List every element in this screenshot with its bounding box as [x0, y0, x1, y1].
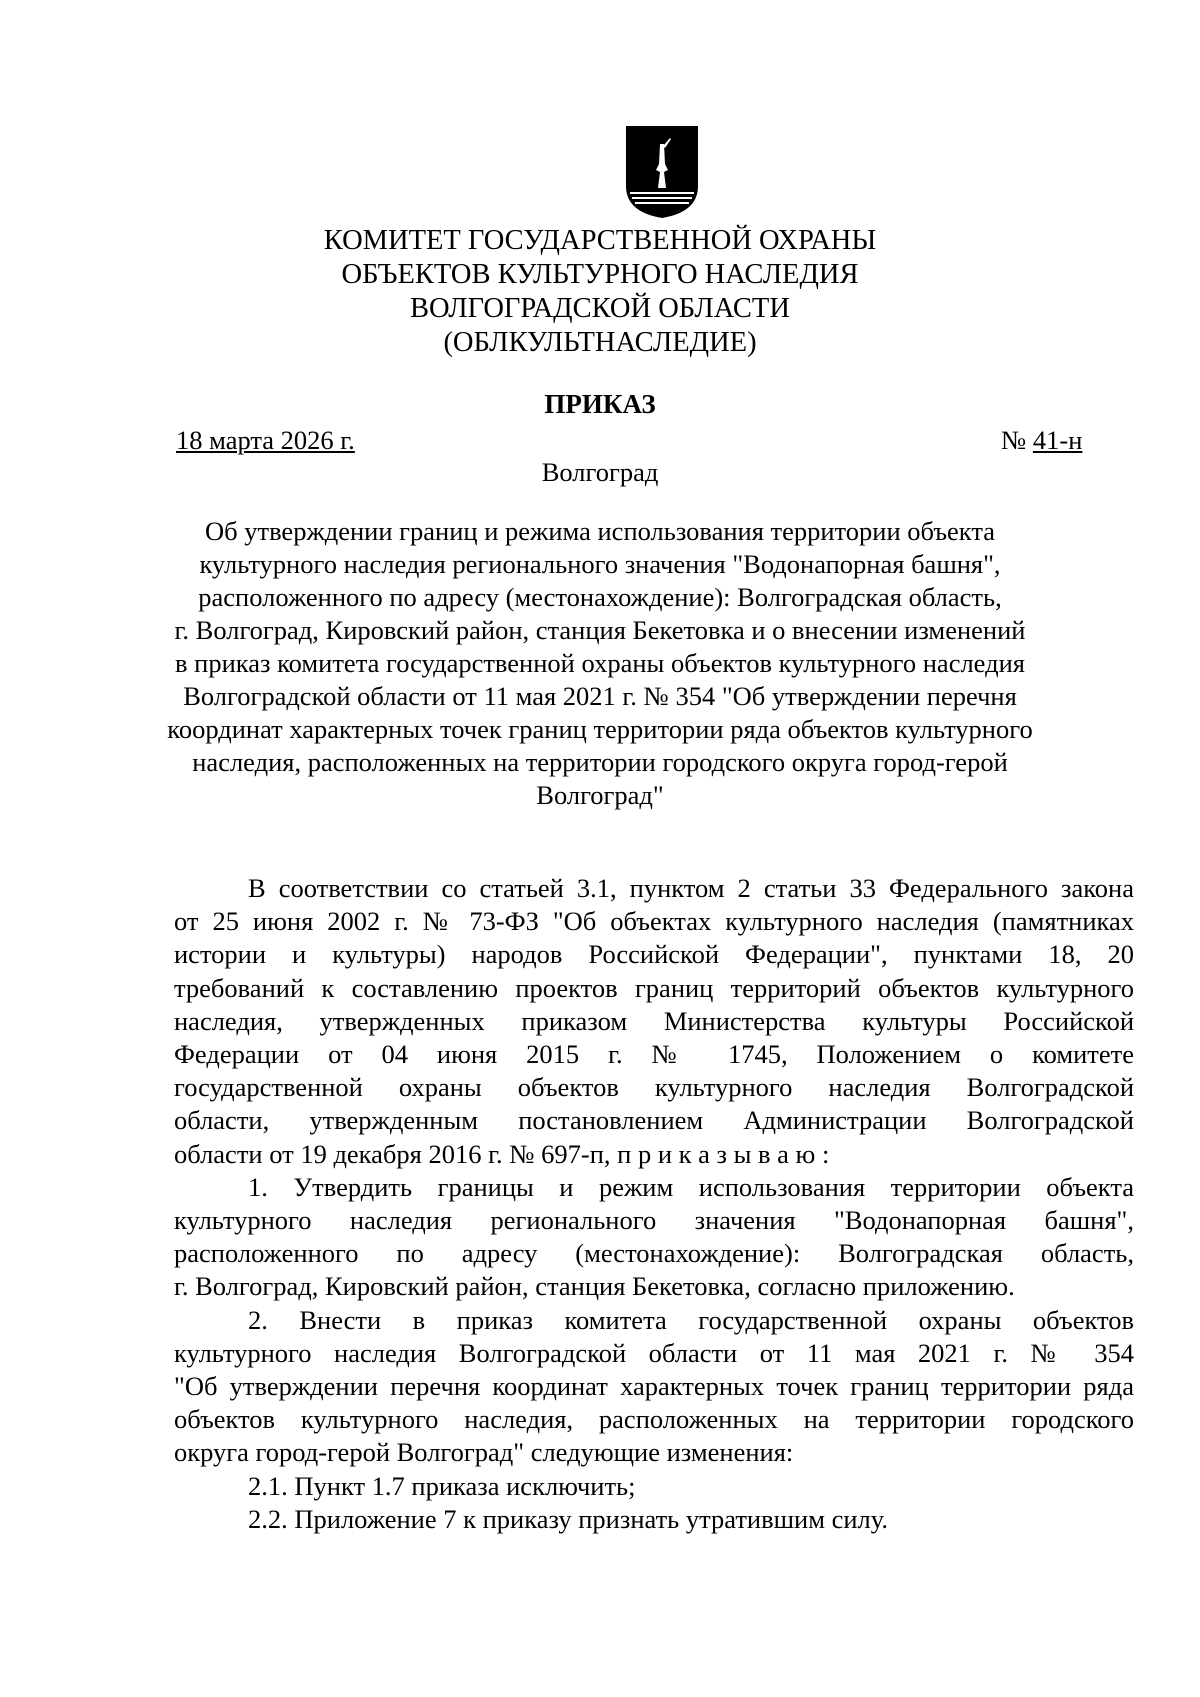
- subject-line: Об утверждении границ и режима использования территории объекта: [205, 516, 995, 546]
- committee-line: (ОБЛКУЛЬТНАСЛЕДИЕ): [443, 327, 757, 358]
- item2-line: "Об утверждении перечня координат характерных точек границ территории ряда: [174, 1371, 1134, 1402]
- subject-line: координат характерных точек границ территории ряда объектов культурного: [167, 714, 1033, 744]
- item2-line: культурного наследия Волгоградской области от 11 мая 2021 г. № 354: [174, 1337, 1134, 1368]
- item1-line: 1. Утвердить границы и режим использования территории объекта: [248, 1171, 1134, 1202]
- preamble-line: государственной охраны объектов культурного наследия Волгоградской: [174, 1072, 1134, 1103]
- item2-line: 2. Внести в приказ комитета государственной охраны объектов: [248, 1304, 1134, 1335]
- item2-line: объектов культурного наследия, расположенных на территории городского: [174, 1404, 1134, 1435]
- item1-line: культурного наследия регионального значения "Водонапорная башня",: [174, 1205, 1134, 1236]
- preamble-line: Федерации от 04 июня 2015 г. № 1745, Положением о комитете: [174, 1039, 1134, 1070]
- order-body: [174, 872, 1134, 1536]
- preamble-line: области, утвержденным постановлением Администрации Волгоградской: [174, 1105, 1134, 1136]
- subject-line: в приказ комитета государственной охраны объектов культурного наследия: [175, 648, 1025, 678]
- order-date: 18 марта 2026 г.: [176, 425, 355, 455]
- order-number-prefix: №: [1001, 425, 1033, 455]
- item2-2-line: 2.2. Приложение 7 к приказу признать утратившим силу.: [248, 1503, 888, 1534]
- preamble-line: области от 19 декабря 2016 г. № 697-п, п р и к а з ы в а ю :: [174, 1138, 830, 1169]
- order-title: ПРИКАЗ: [544, 389, 656, 419]
- preamble-line: наследия, утвержденных приказом Министерства культуры Российской: [174, 1005, 1134, 1036]
- item1-line: г. Волгоград, Кировский район, станция Бекетовка, согласно приложению.: [174, 1271, 1015, 1302]
- item2-line: округа город-герой Волгоград" следующие изменения:: [174, 1437, 794, 1468]
- order-number-value: 41-н: [1032, 425, 1083, 455]
- subject-line: г. Волгоград, Кировский район, станция Бекетовка и о внесении изменений: [174, 615, 1026, 645]
- preamble-line: от 25 июня 2002 г. № 73-ФЗ "Об объектах культурного наследия (памятниках: [174, 906, 1134, 937]
- subject-line: культурного наследия регионального значения "Водонапорная башня",: [199, 549, 1001, 579]
- item2-1-line: 2.1. Пункт 1.7 приказа исключить;: [248, 1470, 636, 1501]
- item1-line: расположенного по адресу (местонахождение): Волгоградская область,: [174, 1238, 1134, 1269]
- committee-line: ОБЪЕКТОВ КУЛЬТУРНОГО НАСЛЕДИЯ: [341, 259, 859, 290]
- subject-line: расположенного по адресу (местонахождение): Волгоградская область,: [198, 582, 1002, 612]
- subject-line: Волгоград": [536, 780, 664, 810]
- committee-line: ВОЛГОГРАДСКОЙ ОБЛАСТИ: [410, 293, 790, 324]
- subject-line: Волгоградской области от 11 мая 2021 г. № 354 "Об утверждении перечня: [183, 681, 1017, 711]
- order-subject: [160, 515, 1040, 812]
- committee-name: [220, 224, 980, 360]
- committee-line: КОМИТЕТ ГОСУДАРСТВЕННОЙ ОХРАНЫ: [323, 225, 877, 256]
- preamble-line: истории и культуры) народов Российской Федерации", пунктами 18, 20: [174, 939, 1134, 970]
- preamble-line: требований к составлению проектов границ территорий объектов культурного: [174, 972, 1134, 1003]
- subject-line: наследия, расположенных на территории городского округа город-герой: [192, 747, 1008, 777]
- order-number: [1001, 424, 1082, 457]
- volgograd-coat-of-arms-icon: [624, 124, 700, 220]
- preamble-line: В соответствии со статьей 3.1, пунктом 2 статьи 33 Федерального закона: [248, 873, 1134, 903]
- order-city: Волгоград: [541, 457, 659, 487]
